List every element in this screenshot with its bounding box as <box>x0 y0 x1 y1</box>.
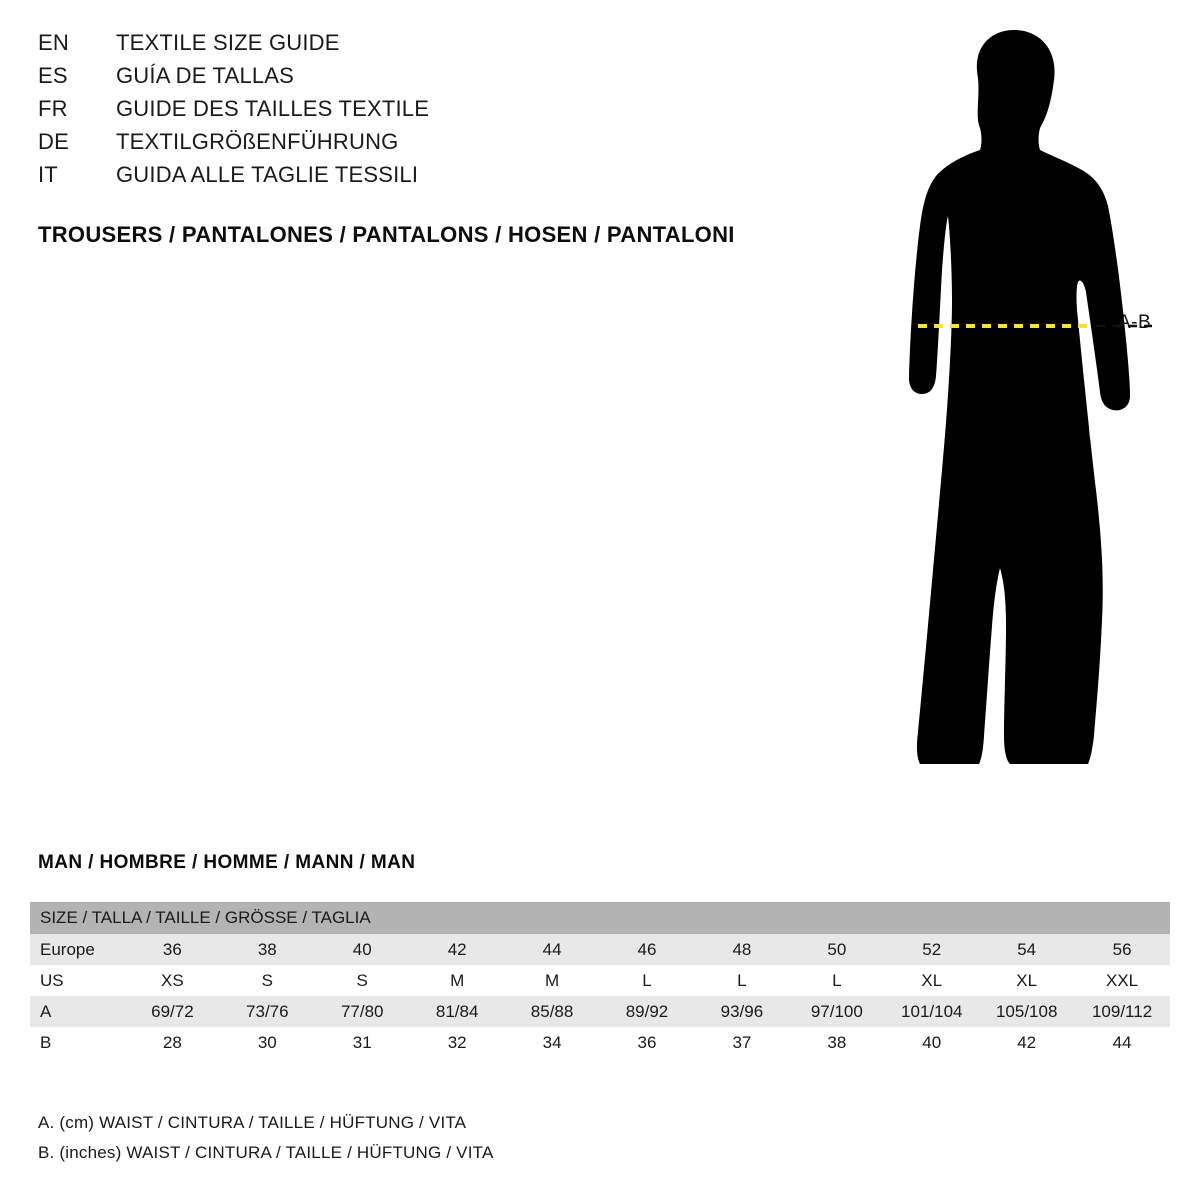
language-row <box>38 63 798 96</box>
language-code: EN <box>38 30 69 55</box>
cell: 42 <box>979 1027 1074 1058</box>
cell: 52 <box>884 934 979 965</box>
man-silhouette-figure <box>800 20 1200 810</box>
language-code: DE <box>38 129 69 154</box>
language-row <box>38 96 798 129</box>
row-label-us: US <box>30 965 125 996</box>
language-title: TEXTILGRÖßENFÜHRUNG <box>116 129 399 154</box>
cell: 69/72 <box>125 996 220 1027</box>
language-title: GUIDE DES TAILLES TEXTILE <box>116 96 430 121</box>
cell: 44 <box>1074 1027 1170 1058</box>
language-title: TEXTILE SIZE GUIDE <box>116 30 340 55</box>
cell: 40 <box>315 934 410 965</box>
row-label-europe: Europe <box>30 934 125 965</box>
cell: L <box>600 965 695 996</box>
cell: 36 <box>125 934 220 965</box>
cell: 37 <box>694 1027 789 1058</box>
cell: 105/108 <box>979 996 1074 1027</box>
cell: 36 <box>600 1027 695 1058</box>
language-row <box>38 129 798 162</box>
language-title: GUIDA ALLE TAGLIE TESSILI <box>116 162 419 187</box>
cell: 54 <box>979 934 1074 965</box>
cell: 32 <box>410 1027 505 1058</box>
cell: 34 <box>505 1027 600 1058</box>
cell: 56 <box>1074 934 1170 965</box>
cell: 81/84 <box>410 996 505 1027</box>
cell: 73/76 <box>220 996 315 1027</box>
cell: L <box>694 965 789 996</box>
cell: XS <box>125 965 220 996</box>
cell: 48 <box>694 934 789 965</box>
cell: M <box>410 965 505 996</box>
cell: 38 <box>220 934 315 965</box>
cell: 77/80 <box>315 996 410 1027</box>
cell: L <box>789 965 884 996</box>
cell: 50 <box>789 934 884 965</box>
cell: 89/92 <box>600 996 695 1027</box>
row-label-a: A <box>30 996 125 1027</box>
measure-label-ab: A-B <box>1118 312 1152 333</box>
table-row <box>30 965 1170 996</box>
cell: 40 <box>884 1027 979 1058</box>
footnote-b: B. (inches) WAIST / CINTURA / TAILLE / HÜFTUNG / VITA <box>38 1143 494 1162</box>
language-code: ES <box>38 63 68 88</box>
cell: 42 <box>410 934 505 965</box>
table-row <box>30 1027 1170 1058</box>
cell: XL <box>979 965 1074 996</box>
row-label-b: B <box>30 1027 125 1058</box>
silhouette-shape <box>909 30 1130 764</box>
hand-detail <box>1089 402 1101 441</box>
language-code: FR <box>38 96 68 121</box>
cell: 46 <box>600 934 695 965</box>
cell: 31 <box>315 1027 410 1058</box>
cell: 28 <box>125 1027 220 1058</box>
size-table-wrapper <box>30 902 1170 1058</box>
footnotes <box>38 1108 494 1168</box>
cell: XXL <box>1074 965 1170 996</box>
cell: M <box>505 965 600 996</box>
language-row <box>38 162 798 195</box>
language-title: GUÍA DE TALLAS <box>116 63 295 88</box>
table-section-title: MAN / HOMBRE / HOMME / MANN / MAN <box>38 852 416 873</box>
language-code: IT <box>38 162 58 187</box>
table-header-row <box>30 902 1170 934</box>
language-row <box>38 30 798 63</box>
cell: 101/104 <box>884 996 979 1027</box>
cell: 93/96 <box>694 996 789 1027</box>
size-table <box>30 902 1170 1058</box>
cell: S <box>315 965 410 996</box>
table-header-label: SIZE / TALLA / TAILLE / GRÖSSE / TAGLIA <box>30 902 1170 934</box>
garment-type-line: TROUSERS / PANTALONES / PANTALONS / HOSEN / PANTALONI <box>38 222 735 247</box>
cell: XL <box>884 965 979 996</box>
cell: 85/88 <box>505 996 600 1027</box>
cell: 44 <box>505 934 600 965</box>
table-row <box>30 934 1170 965</box>
footnote-a: A. (cm) WAIST / CINTURA / TAILLE / HÜFTUNG / VITA <box>38 1113 467 1132</box>
cell: 30 <box>220 1027 315 1058</box>
cell: S <box>220 965 315 996</box>
language-list <box>38 30 798 195</box>
cell: 109/112 <box>1074 996 1170 1027</box>
table-row <box>30 996 1170 1027</box>
cell: 97/100 <box>789 996 884 1027</box>
cell: 38 <box>789 1027 884 1058</box>
